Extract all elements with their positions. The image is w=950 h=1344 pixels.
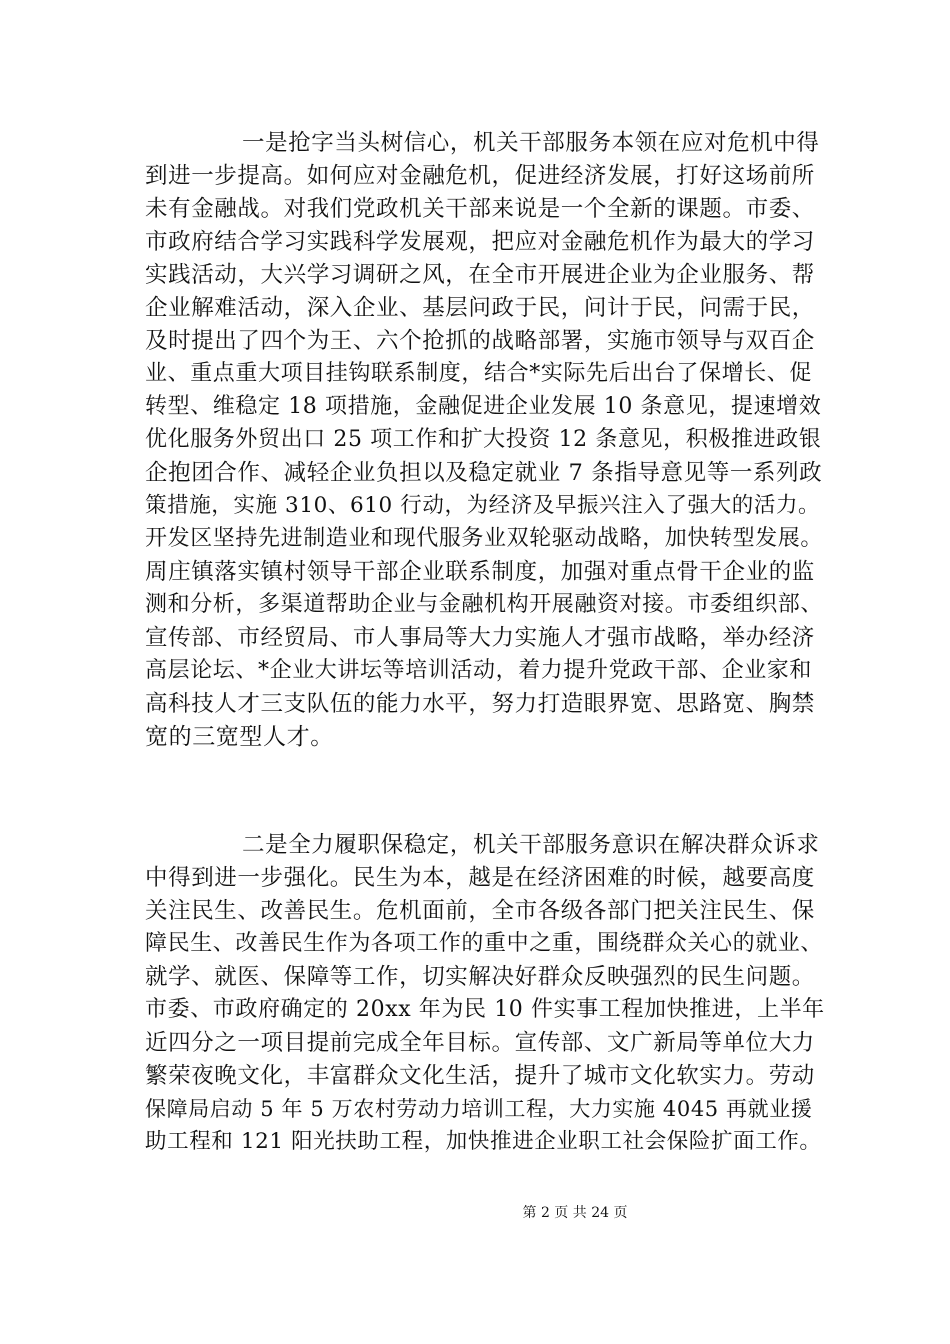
page-number-footer: 第 2 页 共 24 页 [522,1205,628,1221]
text-line: 市委、市政府确定的 20xx 年为民 10 件实事工程加快推进，上半年 [145,997,825,1022]
text-line: 保障局启动 5 年 5 万农村劳动力培训工程，大力实施 4045 再就业援 [145,1097,813,1121]
text-line: 策措施，实施 310、610 行动，为经济及早振兴注入了强大的活力。 [145,493,821,518]
text-line: 中得到进一步强化。民生为本，越是在经济困难的时候，越要高度 [145,865,815,891]
text-line: 到进一步提高。如何应对金融危机，促进经济发展，打好这场前所 [145,163,815,189]
text-line: 繁荣夜晚文化，丰富群众文化生活，提升了城市文化软实力。劳动 [145,1063,815,1089]
text-line: 开发区坚持先进制造业和现代服务业双轮驱动战略，加快转型发展。 [145,526,824,551]
text-line: 关注民生、改善民生。危机面前，全市各级各部门把关注民生、保 [145,898,815,924]
text-line: 测和分析，多渠道帮助企业与金融机构开展融资对接。市委组织部、 [145,592,824,617]
text-line: 近四分之一项目提前完成全年目标。宣传部、文广新局等单位大力 [145,1030,815,1056]
text-line: 企业解难活动，深入企业、基层问政于民，问计于民，问需于民， [145,295,815,321]
text-line: 宣传部、市经贸局、市人事局等大力实施人才强市战略，举办经济 [145,625,815,651]
text-line: 助工程和 121 阳光扶助工程，加快推进企业职工社会保险扩面工作。 [145,1129,822,1154]
text-line: 未有金融战。对我们党政机关干部来说是一个全新的课题。市委、 [145,196,815,222]
text-line: 实践活动，大兴学习调研之风，在全市开展进企业为企业服务、帮 [145,262,815,288]
text-line: 企抱团合作、减轻企业负担以及稳定就业 7 条指导意见等一系列政 [145,460,823,486]
text-line: 二是全力履职保稳定，机关干部服务意识在解决群众诉求 [242,832,820,858]
text-line: 高科技人才三支队伍的能力水平，努力打造眼界宽、思路宽、胸禁 [145,691,815,717]
text-line: 及时提出了四个为王、六个抢抓的战略部署，实施市领导与双百企 [145,328,815,354]
text-line: 优化服务外贸出口 25 项工作和扩大投资 12 条意见，积极推进政银 [145,427,822,452]
text-line: 高层论坛、*企业大讲坛等培训活动，着力提升党政干部、企业家和 [145,658,813,683]
text-line: 障民生、改善民生作为各项工作的重中之重，围绕群众关心的就业、 [145,931,824,956]
text-line: 宽的三宽型人才。 [145,724,334,750]
text-line: 周庄镇落实镇村领导干部企业联系制度，加强对重点骨干企业的监 [145,559,815,585]
text-line: 市政府结合学习实践科学发展观，把应对金融危机作为最大的学习 [145,229,815,255]
text-line: 一是抢字当头树信心，机关干部服务本领在应对危机中得 [242,130,820,156]
text-line: 就学、就医、保障等工作，切实解决好群众反映强烈的民生问题。 [145,964,815,990]
text-line: 业、重点重大项目挂钩联系制度，结合*实际先后出台了保增长、促 [145,361,813,386]
text-line: 转型、维稳定 18 项措施，金融促进企业发展 10 条意见，提速增效 [145,394,822,419]
